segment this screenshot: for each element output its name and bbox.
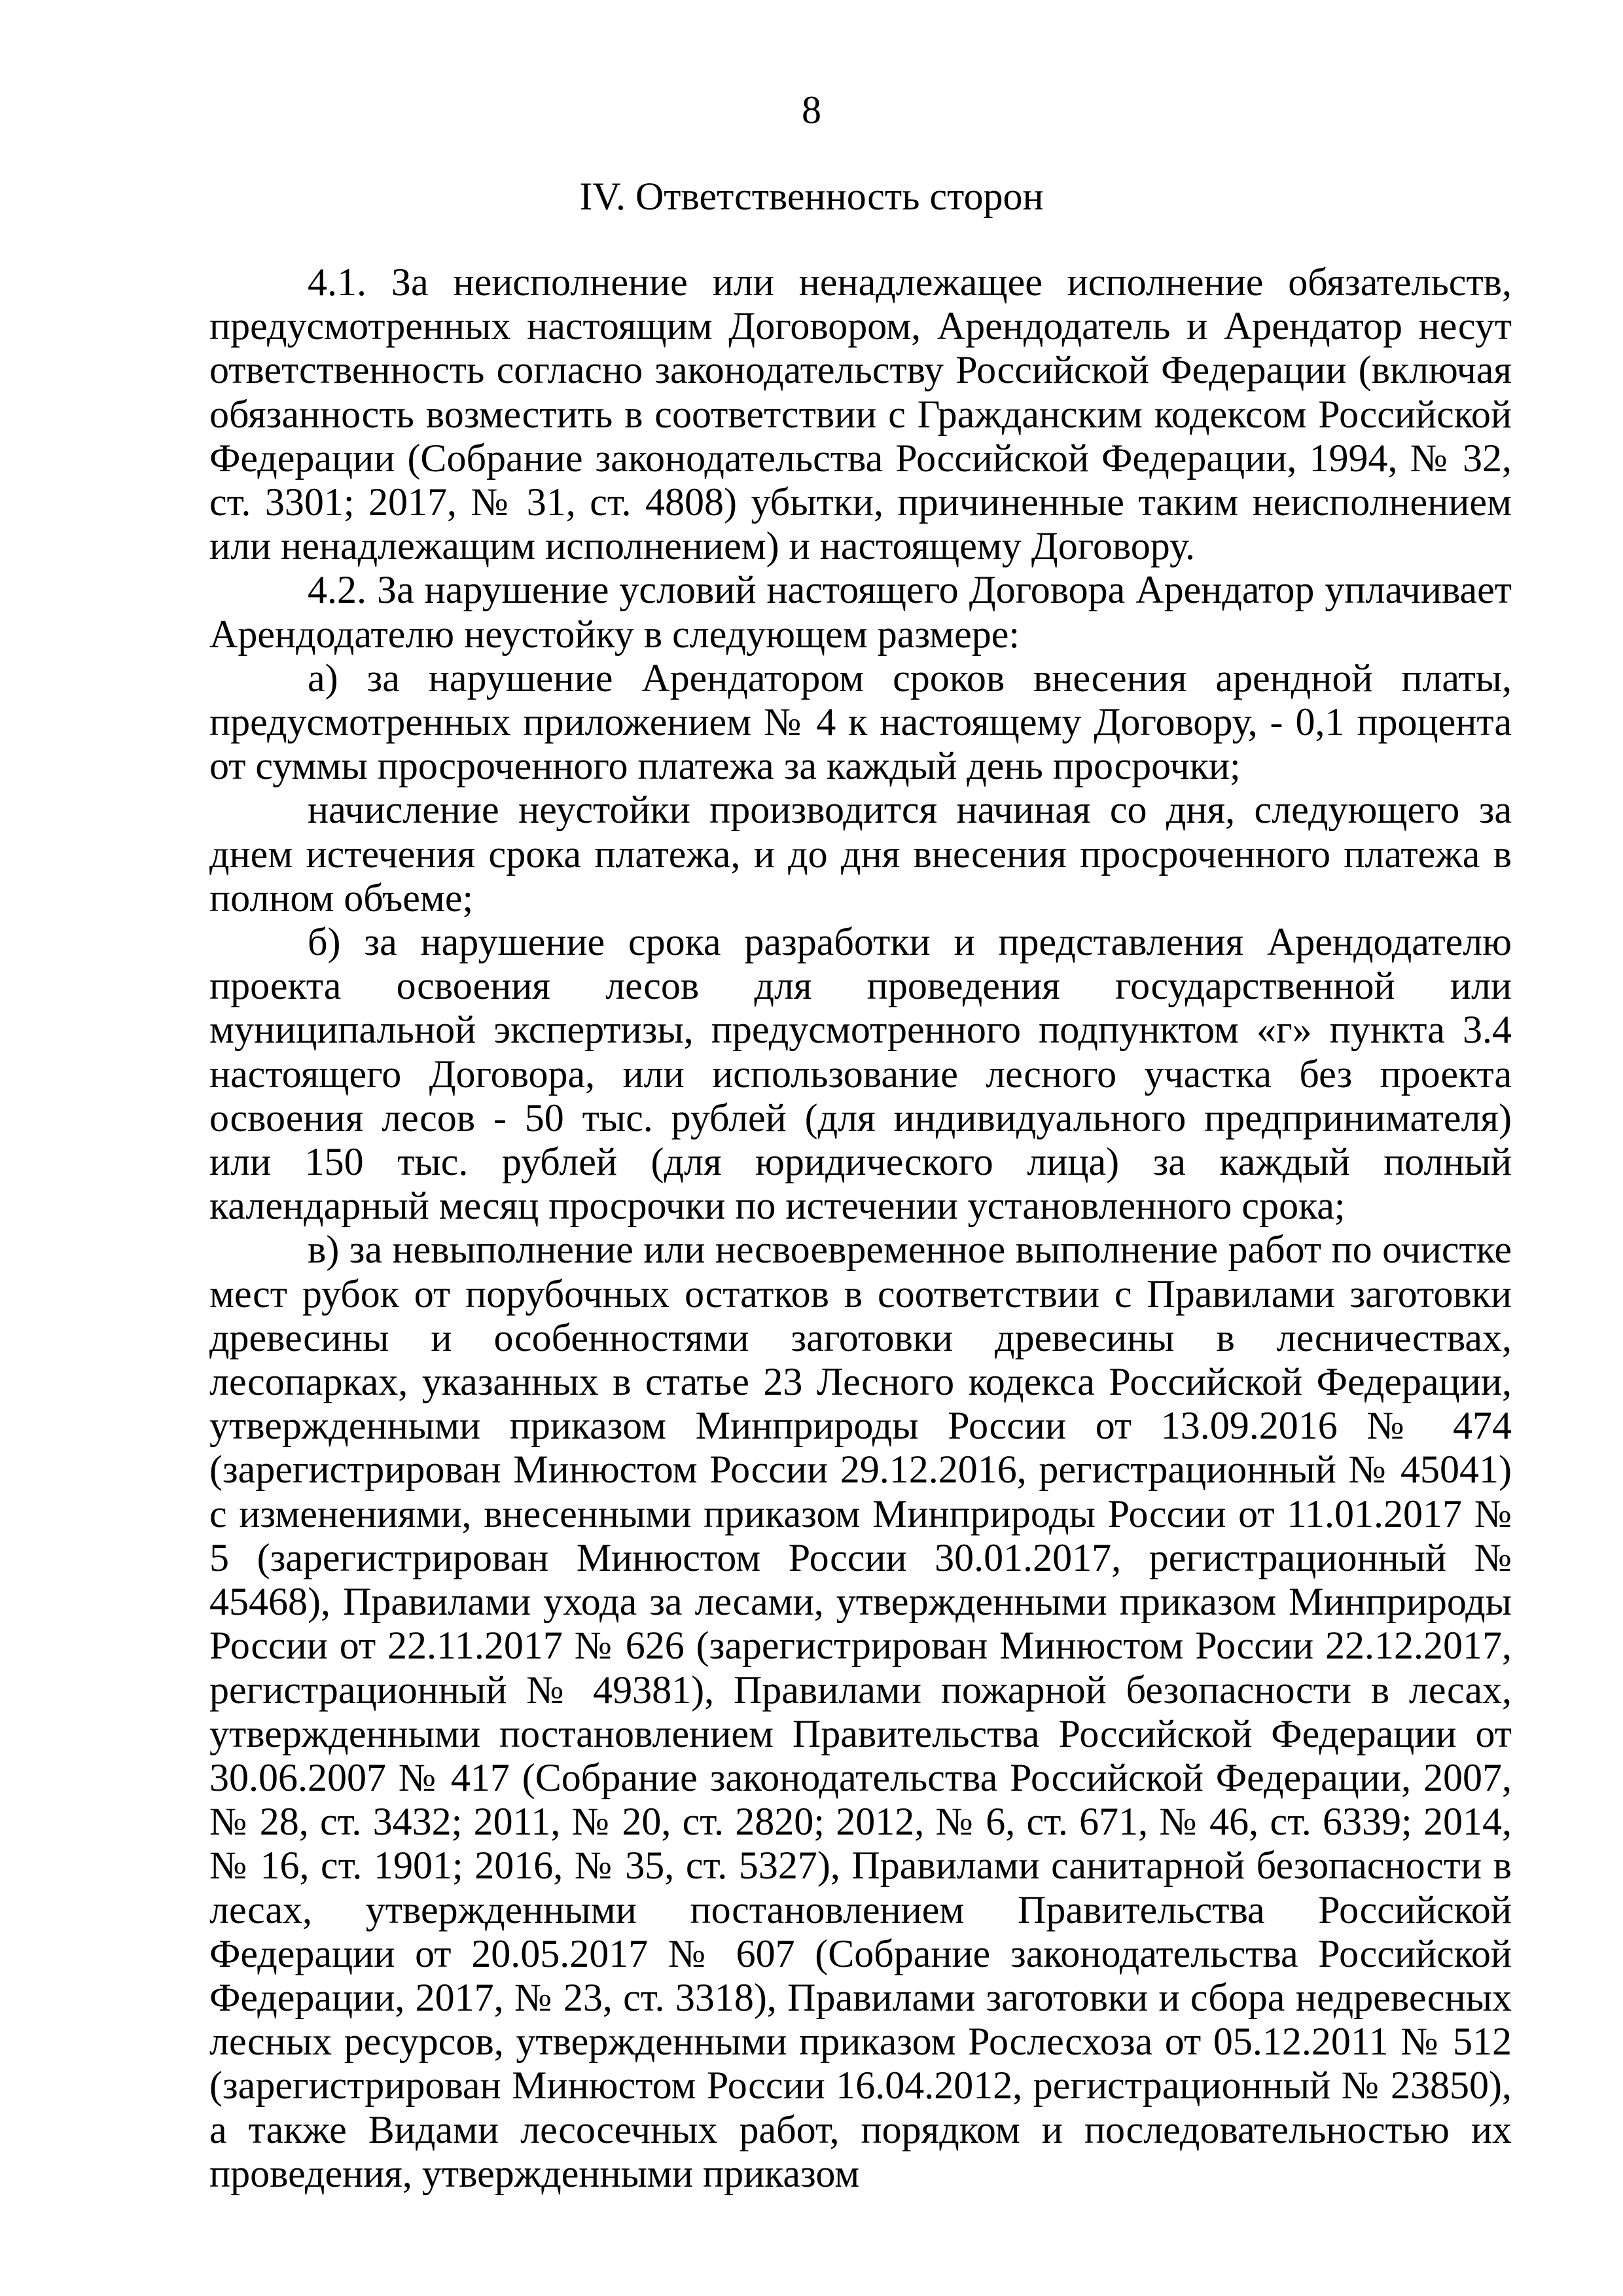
paragraph-4-2: 4.2. За нарушение условий настоящего Договора Арендатор уплачивает Арендодателю неустойку в следующем размере: bbox=[209, 568, 1512, 656]
paragraph-penalty-accrual: начисление неустойки производится начиная со дня, следующего за днем истечения срока платежа, и до дня внесения просроченного платежа в полном объеме; bbox=[209, 788, 1512, 920]
paragraph-4-1: 4.1. За неисполнение или ненадлежащее исполнение обязательств, предусмотренных настоящим Договором, Арендодатель и Арендатор несут ответственность согласно законодательству Российской Федерации (включая обязанность возместить в соответствии с Гражданским кодексом Российской Федерации (Собрание законодательства Российской Федерации, 1994, № 32, ст. 3301; 2017, № 31, ст. 4808) убытки, причиненные таким неисполнением или ненадлежащим исполнением) и настоящему Договору. bbox=[209, 260, 1512, 568]
paragraph-4-2-b: б) за нарушение срока разработки и представления Арендодателю проекта освоения лесов для проведения государственной или муниципальной экспертизы, предусмотренного подпунктом «г» пункта 3.4 настоящего Договора, или использование лесного участка без проекта освоения лесов - 50 тыс. рублей (для индивидуального предпринимателя) или 150 тыс. рублей (для юридического лица) за каждый полный календарный месяц просрочки по истечении установленного срока; bbox=[209, 920, 1512, 1228]
page-number: 8 bbox=[802, 88, 821, 132]
section-title: IV. Ответственность сторон bbox=[579, 175, 1044, 218]
paragraph-4-2-v: в) за невыполнение или несвоевременное выполнение работ по очистке мест рубок от порубочных остатков в соответствии с Правилами заготовки древесины и особенностями заготовки древесины в лесничествах, лесопарках, указанных в статье 23 Лесного кодекса Российской Федерации, утвержденными приказом Минприроды России от 13.09.2016 № 474 (зарегистрирован Минюстом России 29.12.2016, регистрационный № 45041) с изменениями, внесенными приказом Минприроды России от 11.01.2017 № 5 (зарегистрирован Минюстом России 30.01.2017, регистрационный № 45468), Правилами ухода за лесами, утвержденными приказом Минприроды России от 22.11.2017 № 626 (зарегистрирован Минюстом России 22.12.2017, регистрационный № 49381), Правилами пожарной безопасности в лесах, утвержденными постановлением Правительства Российской Федерации от 30.06.2007 № 417 (Собрание законодательства Российской Федерации, 2007, № 28, ст. 3432; 2011, № 20, ст. 2820; 2012, № 6, ст. 671, № 46, ст. 6339; 2014, № 16, ст. 1901; 2016, № 35, ст. 5327), Правилами санитарной безопасности в лесах, утвержденными постановлением Правительства Российской Федерации от 20.05.2017 № 607 (Собрание законодательства Российской Федерации, 2017, № 23, ст. 3318), Правилами заготовки и сбора недревесных лесных ресурсов, утвержденными приказом Рослесхоза от 05.12.2011 № 512 (зарегистрирован Минюстом России 16.04.2012, регистрационный № 23850), а также Видами лесосечных работ, порядком и последовательностью их проведения, утвержденными приказом bbox=[209, 1228, 1512, 2195]
paragraph-4-2-a: а) за нарушение Арендатором сроков внесения арендной платы, предусмотренных приложением № 4 к настоящему Договору, - 0,1 процента от суммы просроченного платежа за каждый день просрочки; bbox=[209, 656, 1512, 788]
body-text bbox=[209, 260, 1512, 2196]
